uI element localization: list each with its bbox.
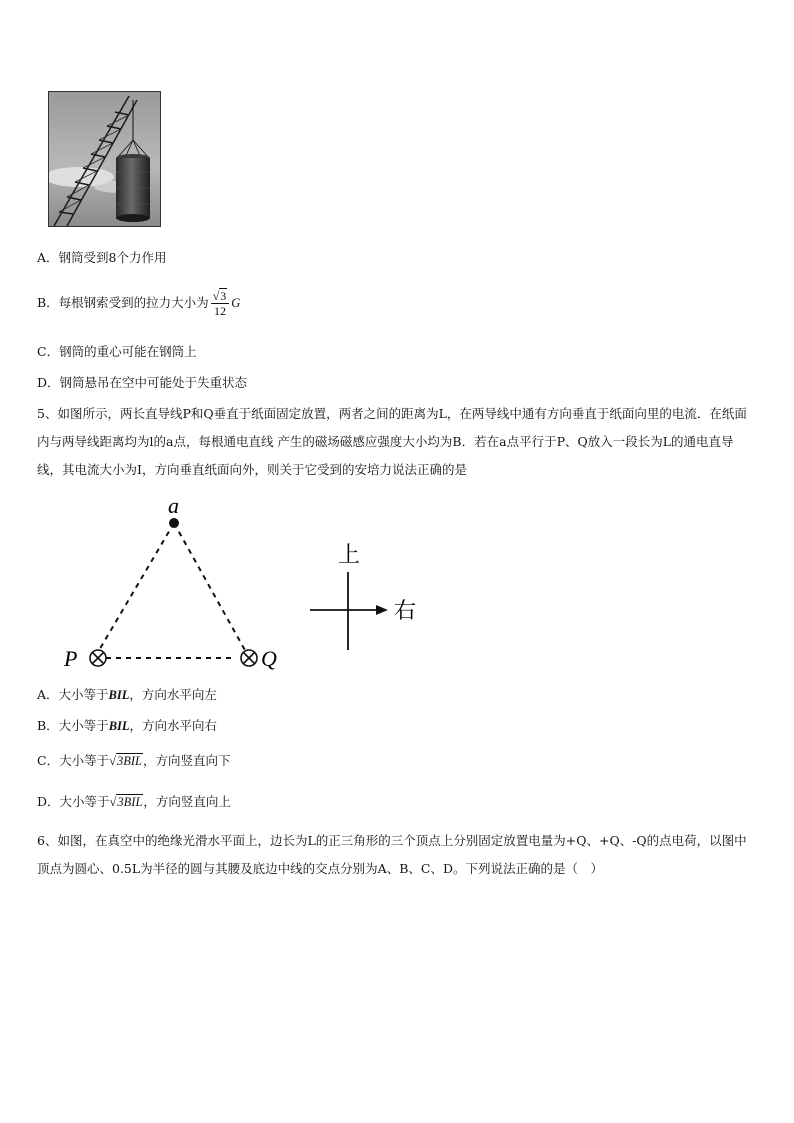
q5-option-b-suffix: ，方向水平向右 [129, 718, 218, 733]
fraction-denominator: 12 [213, 304, 226, 318]
q4-option-b-prefix: B．每根钢索受到的拉力大小为 [37, 295, 209, 310]
q5-option-d-sqrt: √3BIL [109, 795, 143, 809]
q5-option-c-value: 3BIL [116, 754, 142, 768]
label-q: Q [261, 646, 277, 671]
q4-option-b-variable: G [231, 296, 241, 310]
wire-q-symbol [241, 650, 257, 666]
q5-option-b-value: BIL [108, 719, 130, 733]
label-right: 右 [394, 599, 417, 624]
q5-option-d [37, 793, 231, 811]
fraction-numerator: √3 [211, 289, 230, 304]
q5-option-d-suffix: ，方向竖直向上 [143, 794, 231, 809]
direction-cross [310, 572, 378, 650]
q5-option-c-prefix: C．大小等于 [37, 753, 110, 768]
q5-question-text: 5、如图所示，两长直导线P和Q垂直于纸面固定放置，两者之间的距离为L，在两导线中通有方向垂直于纸面向里的电流．在纸面内与两导线距离均为l的a点，每根通电直线 产生的磁场磁感应强度大小均为B．若在a点平行于P、Q放入一段长为L的通电直导线，其电流大小为I，方向垂直纸面向外，则关于它受到的安培力说法正确的是 [37, 406, 747, 477]
q5-option-c-sqrt: √3BIL [109, 754, 142, 768]
q4-option-b-fraction [211, 289, 230, 318]
q4-option-a: A．钢筒受到8个力作用 [37, 250, 167, 265]
crane-photo-image [49, 92, 160, 226]
q5-option-c-suffix: ，方向竖直向下 [142, 753, 231, 768]
triangle-right-side [174, 523, 246, 652]
label-a: a [168, 500, 179, 518]
crane-photo [48, 91, 161, 227]
q5-figure-drawing [58, 500, 428, 680]
q4-option-b [37, 288, 240, 318]
label-up: 上 [338, 543, 361, 568]
q5-option-b [37, 717, 217, 735]
label-p: P [64, 646, 78, 671]
wire-p-symbol [90, 650, 106, 666]
q5-option-d-prefix: D．大小等于 [37, 794, 110, 809]
triangle-left-side [98, 523, 174, 652]
q4-option-d: D．钢筒悬吊在空中可能处于失重状态 [37, 375, 248, 390]
q5-option-b-prefix: B．大小等于 [37, 718, 109, 733]
q5-option-a-prefix: A．大小等于 [37, 687, 109, 702]
q5-figure [58, 500, 428, 684]
point-a-dot [169, 518, 179, 528]
q5-option-c [37, 752, 230, 770]
q5-option-d-value: 3BIL [117, 795, 143, 809]
q5-option-a-suffix: ，方向水平向左 [129, 687, 217, 702]
q6-question-text: 6、如图，在真空中的绝缘光滑水平面上，边长为L的正三角形的三个顶点上分别固定放置电量为+Q、+Q、-Q的点电荷，以图中顶点为圆心、0.5L为半径的圆与其腰及底边中线的交点分别为A、B、C、D。下列说法正确的是（ ） [37, 833, 747, 876]
q5-option-a-value: BIL [108, 688, 130, 702]
q5-option-a [37, 686, 217, 704]
q4-option-c: C．钢筒的重心可能在钢筒上 [37, 344, 197, 359]
right-arrowhead [376, 605, 388, 615]
